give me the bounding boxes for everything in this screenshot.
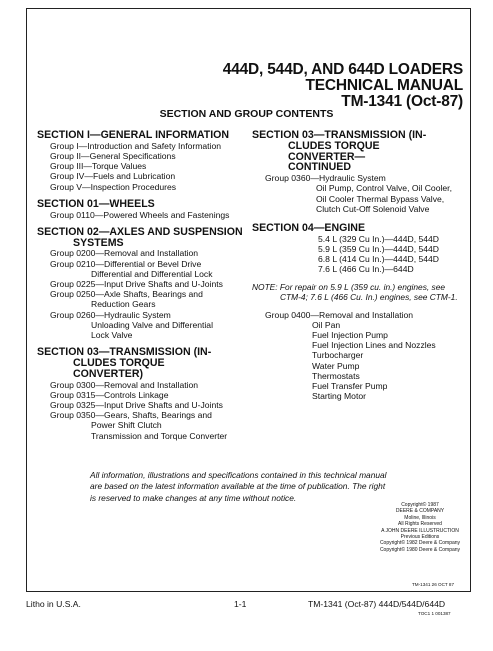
engine-entry: 5.4 L (329 Cu In.)—444D, 544D [318, 233, 440, 244]
engine-entry: 5.9 L (359 Cu In.)—444D, 544D [318, 244, 440, 254]
disclaimer-line: are based on the latest information available at the time of publication. The right [90, 481, 386, 492]
section-axles-title: SECTION 02—AXLES AND SUSPENSION [37, 225, 243, 238]
repair-note-cont: CTM-4; 7.6 L (466 Cu. In.) engines, see CTM-1. [280, 291, 458, 302]
section-transmission-cont-title-cont: CLUDES TORQUE [288, 139, 380, 152]
copyright-line: DEERE & COMPANY [395, 508, 445, 515]
doc-code: TM-1341 26 OCT 87 [412, 582, 455, 587]
toc-subentry: Unloading Valve and Differential [91, 319, 213, 330]
toc-group-entry: Group 0315—Controls Linkage [50, 389, 169, 400]
toc-subentry: Reduction Gears [91, 299, 156, 310]
manual-title-type: TECHNICAL MANUAL [305, 77, 463, 94]
copyright-line: Copyright© 1980 Deere & Company [379, 546, 461, 553]
toc-subentry: Lock Valve [91, 330, 133, 341]
section-transmission-cont-title-cont: CONTINUED [288, 161, 351, 174]
engine-entry: 6.8 L (414 Cu In.)—444D, 544D [318, 254, 440, 265]
section-transmission-title: SECTION 03—TRANSMISSION (IN- [37, 346, 212, 359]
toc-subentry: Thermostats [312, 370, 360, 381]
repair-note: NOTE: For repair on 5.9 L (359 cu. in.) engines, see [252, 281, 446, 292]
toc-subentry: Power Shift Clutch [91, 420, 162, 431]
copyright-block [375, 502, 465, 553]
copyright-line: Copyright© 1982 Deere & Company [379, 540, 461, 547]
copyright-line: Previous Editions [400, 534, 440, 541]
toc-group-entry: Group 0400—Removal and Installation [265, 309, 414, 320]
manual-title-models: 444D, 544D, AND 644D LOADERS [222, 61, 463, 78]
disclaimer-line: is reserved to make changes at any time without notice. [90, 492, 297, 503]
toc-group-entry: Group 0110—Powered Wheels and Fastenings [50, 209, 230, 220]
toc-subentry: Oil Pan [312, 319, 341, 330]
toc-subentry: Starting Motor [312, 391, 366, 402]
section-transmission-cont-title: SECTION 03—TRANSMISSION (IN- [252, 129, 427, 141]
toc-group-entry: Group IV—Fuels and Lubrication [50, 171, 176, 182]
engine-entry: 7.6 L (466 Cu In.)—644D [318, 264, 414, 275]
toc-group-entry: Group II—General Specifications [50, 151, 176, 161]
page-number: 1-1 [234, 599, 247, 609]
toc-group-entry: Group 0350—Gears, Shafts, Bearings and [50, 410, 212, 421]
copyright-line: Copyright© 1987 [401, 502, 439, 508]
section-transmission-title-cont: CLUDES TORQUE [73, 357, 165, 370]
toc-group-entry: Group 0250—Axle Shafts, Bearings and [50, 289, 203, 300]
footer-code: TOC1 1 001387 [418, 611, 451, 616]
copyright-line: A JOHN DEERE ILLUSTRUCTION [381, 527, 459, 534]
copyright-line: All Rights Reserved [398, 521, 442, 528]
toc-subentry: Turbocharger [312, 350, 364, 361]
disclaimer [90, 470, 430, 504]
toc-group-entry: Group 0300—Removal and Installation [50, 379, 199, 390]
toc-subentry: Clutch Cut-Off Solenoid Valve [316, 203, 430, 214]
toc-group-entry: Group 0260—Hydraulic System [50, 309, 171, 320]
toc-subentry: Fuel Injection Pump [312, 330, 388, 341]
toc-subentry: Water Pump [312, 360, 360, 371]
toc-group-entry: Group I—Introduction and Safety Information [50, 140, 222, 151]
section-transmission-title-cont: CONVERTER) [73, 367, 144, 380]
toc-subentry: Oil Pump, Control Valve, Oil Cooler, [316, 183, 452, 194]
toc-right-column [252, 130, 467, 401]
toc-group-entry: Group 0200—Removal and Installation [50, 248, 199, 259]
toc-group-entry: Group 0225—Input Drive Shafts and U-Joints [50, 279, 223, 290]
toc-subentry: Fuel Transfer Pump [312, 381, 388, 392]
toc-subentry: Oil Cooler Thermal Bypass Valve, [316, 193, 445, 204]
toc-subentry: Fuel Injection Lines and Nozzles [312, 340, 436, 351]
section-wheels-title: SECTION 01—WHEELS [37, 197, 155, 210]
toc-group-entry: Group 0360—Hydraulic System [265, 173, 386, 184]
toc-group-entry: Group III—Torque Values [50, 161, 147, 172]
toc-heading: SECTION AND GROUP CONTENTS [159, 108, 334, 120]
toc-group-entry: Group 0325—Input Drive Shafts and U-Joints [50, 400, 223, 411]
toc-subentry: Differential and Differential Lock [91, 268, 213, 279]
section-engine-title: SECTION 04—ENGINE [252, 222, 366, 234]
footer-manual-ref: TM-1341 (Oct-87) 444D/544D/644D [308, 599, 446, 609]
toc-left-column [37, 130, 249, 441]
section-transmission-cont-title-cont: CONVERTER— [288, 150, 366, 163]
toc-subentry: Transmission and Torque Converter [91, 430, 228, 441]
footer-litho: Litho in U.S.A. [26, 599, 81, 609]
toc-group-entry: Group V—Inspection Procedures [50, 181, 177, 192]
section-axles-title-cont: SYSTEMS [73, 236, 124, 249]
section-general-info-title: SECTION I—GENERAL INFORMATION [37, 129, 230, 141]
manual-number: TM-1341 (Oct-87) [341, 93, 463, 110]
disclaimer-line: All information, illustrations and specifications contained in this technical manual [90, 470, 387, 480]
toc-group-entry: Group 0210—Differential or Bevel Drive [50, 258, 202, 269]
copyright-line: Moline, Illinois [404, 514, 436, 521]
